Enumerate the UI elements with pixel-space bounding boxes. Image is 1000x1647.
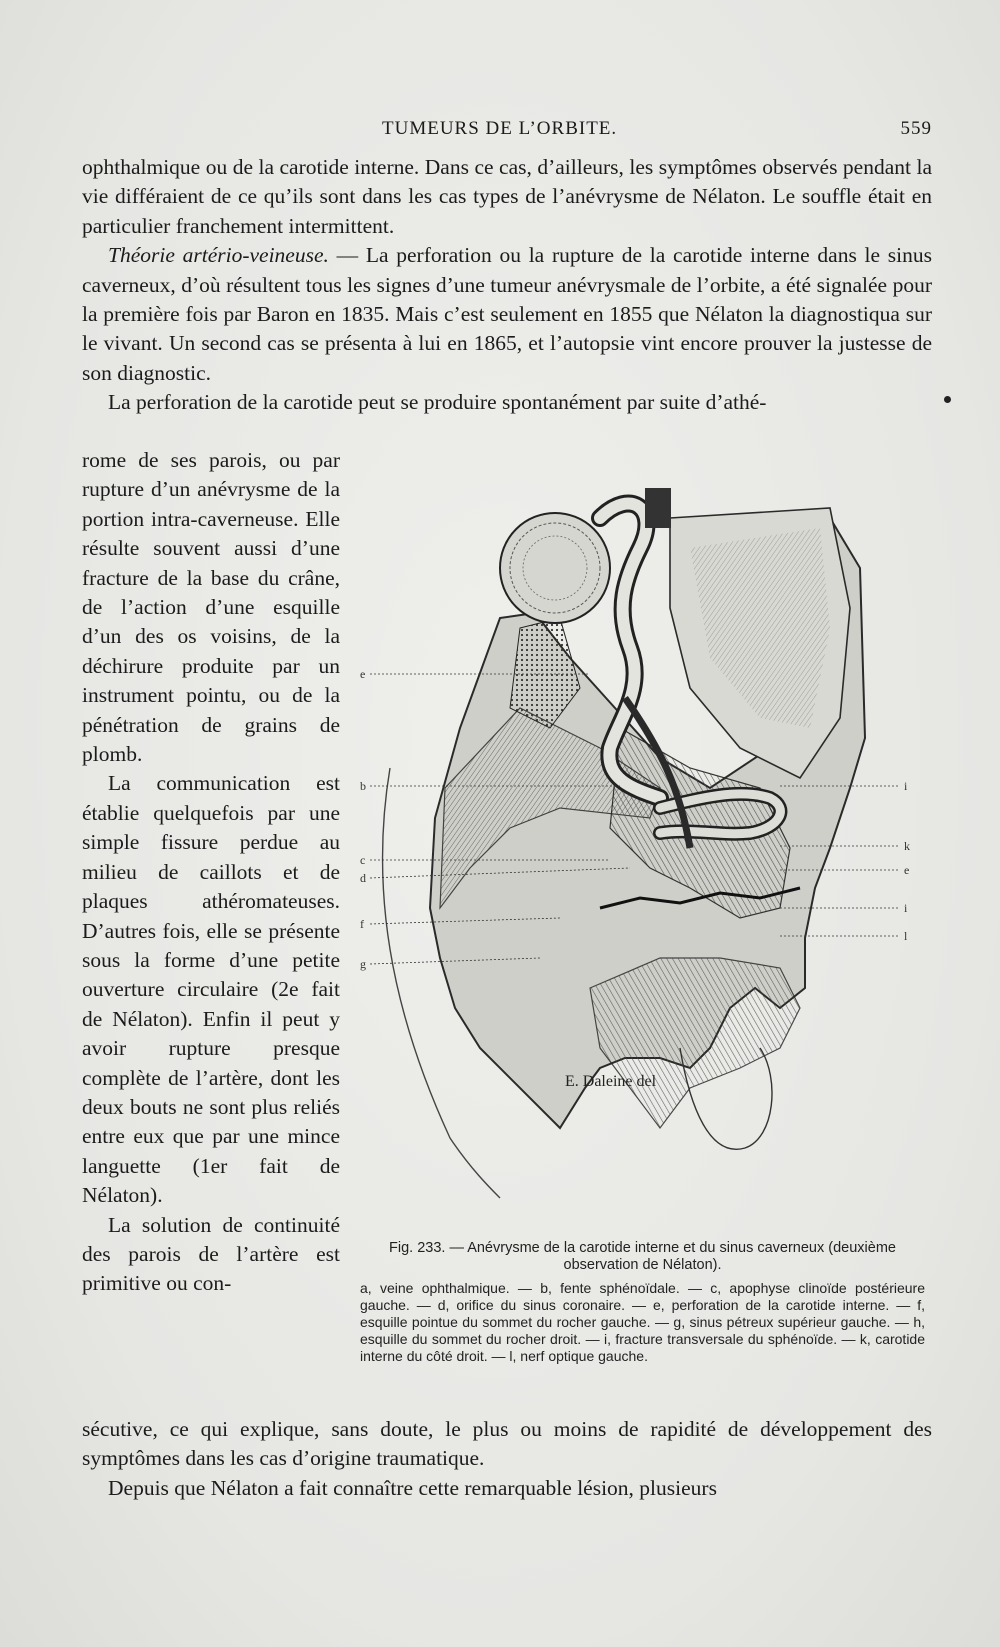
figure-label-d: d xyxy=(360,871,366,885)
figure-label-f: f xyxy=(360,917,364,931)
left-text-column xyxy=(82,446,340,1299)
paragraph-communication: La communication est établie quelquefois par une simple fissure perdue au milieu de caillots et de plaques athéromateuses. D’autres fois, elle se présente sous la forme d’une petite ouverture circulaire (2e fait de Nélaton). Enfin il peut y avoir rupture presque complète de l’artère, dont les deux bouts ne sont plus reliés entre eux que par une mince languette (1er fait de Nélaton). xyxy=(82,771,340,1208)
figure-label-g: g xyxy=(360,957,366,971)
artist-signature: E. Daleine del xyxy=(565,1073,657,1090)
paragraph-ophthalmique: ophthalmique ou de la carotide interne. Dans ce cas, d’ailleurs, les symptômes observés pendant la vie différaient de ce qu’ils sont dans les cas types de l’anévrysme de Nélaton. Le souffle était en particulier franchement intermittent. xyxy=(82,155,932,238)
page-number: 559 xyxy=(900,118,932,139)
paragraph-solution: La solution de continuité des parois de l’artère est primitive ou con- xyxy=(82,1212,340,1296)
figure-label-e-right: e xyxy=(904,863,910,877)
figure-label-k: k xyxy=(904,839,910,853)
paragraph-rome: rome de ses parois, ou par rupture d’un anévrysme de la portion intra-caverneuse. Elle résulte souvent aussi d’une fracture de la base du crâne, de l’action d’une esquille d’un des os voisins, de la déchirure produite par un instrument pointu, ou de la pénétration de grains de plomb. xyxy=(82,448,340,767)
figure-legend: a, veine ophthalmique. — b, fente sphénoïdale. — c, apophyse clinoïde postérieure gauche. — d, orifice du sinus coronaire. — e, perforation de la carotide interne. — f, esquille pointue du sommet du rocher gauche. — g, sinus pétreux supérieur gauche. — h, esquille du sommet du rocher droit. — i, fracture transversale du sphénoïde. — k, carotide interne du côté droit. — l, nerf optique gauche. xyxy=(360,1280,925,1364)
figure-label-i: i xyxy=(904,901,908,915)
bottom-text-block xyxy=(82,1415,932,1503)
figure-caption xyxy=(360,1240,925,1365)
paragraph-consecutive: sécutive, ce qui explique, sans doute, le plus ou moins de rapidité de développement des symptômes dans les cas d’origine traumatique. xyxy=(82,1417,932,1471)
anatomical-figure xyxy=(360,488,920,1248)
figure-engraving xyxy=(360,488,920,1248)
paragraph-theorie xyxy=(82,241,932,388)
lower-fossa xyxy=(590,958,800,1128)
aneurysm-sac xyxy=(500,513,610,623)
page-header xyxy=(82,118,932,146)
figure-label-c: c xyxy=(360,853,366,867)
paragraph-theorie-text: — La perforation ou la rupture de la carotide interne dans le sinus caverneux, d’où résultent tous les signes d’une tumeur anévrysmale de l’orbite, a été signalée pour la première fois par Baron en 1835. Mais c’est seulement en 1855 que Nélaton la diagnostiqua sur le vivant. Un second cas se présenta à lui en 1865, et l’autopsie vint encore prouver la justesse de son diagnostic. xyxy=(82,243,932,385)
paragraph-depuis: Depuis que Nélaton a fait connaître cette remarquable lésion, plusieurs xyxy=(108,1475,717,1500)
figure-caption-title: Fig. 233. — Anévrysme de la carotide interne et du sinus caverneux (deuxième observation de Nélaton). xyxy=(389,1240,896,1273)
vessel-stump xyxy=(645,488,671,528)
figure-label-i-top: i xyxy=(904,779,908,793)
figure-label-b: b xyxy=(360,779,366,793)
paragraph-theorie-lead: Théorie artério-veineuse. xyxy=(108,243,329,268)
figure-label-e: e xyxy=(360,667,366,681)
paragraph-perforation-intro: La perforation de la carotide peut se produire spontanément par suite d’athé- xyxy=(108,390,767,415)
figure-label-l: l xyxy=(904,929,908,943)
margin-dot xyxy=(944,396,951,403)
running-title: TUMEURS DE L’ORBITE. xyxy=(382,118,618,139)
top-text-block xyxy=(82,153,932,418)
